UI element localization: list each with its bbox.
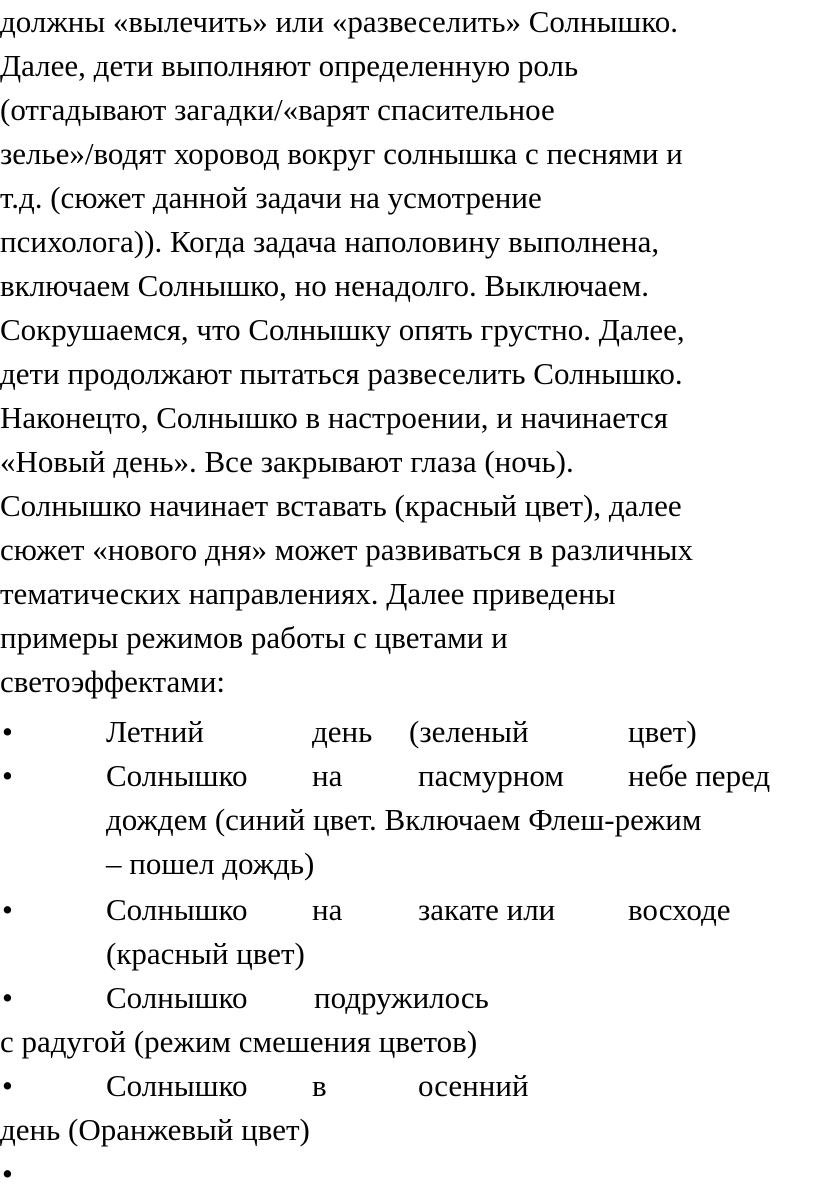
bullet-marker: •: [2, 980, 13, 1015]
paragraph-line: Наконецто, Солнышко в настроении, и начинается: [0, 400, 668, 435]
bullet-marker: •: [2, 892, 13, 927]
paragraph-line: Далее, дети выполняют определенную роль: [0, 48, 579, 83]
paragraph-line: должны «вылечить» или «развеселить» Солнышко.: [0, 4, 679, 39]
paragraph-line: зелье»/водят хоровод вокруг солнышка с песнями и: [0, 136, 683, 171]
list-item: [0, 976, 816, 1020]
bullet-marker: •: [2, 714, 13, 749]
paragraph-line: психолога)). Когда задача наполовину выполнена,: [0, 224, 660, 259]
list-item-word: Солнышко: [106, 1068, 248, 1103]
list-item-word: восходе: [628, 892, 731, 927]
paragraph-line: сюжет «нового дня» может развиваться в различных: [0, 532, 694, 567]
list-item-word: Солнышко: [106, 892, 248, 927]
list-item: [0, 754, 816, 798]
list-item-continuation: день (Оранжевый цвет): [0, 1112, 310, 1147]
bullet-marker: •: [2, 758, 13, 793]
list-item-word: на: [312, 892, 343, 927]
list-item-word: небе перед: [628, 758, 771, 793]
paragraph-line: «Новый день». Все закрывают глаза (ночь).: [0, 444, 574, 479]
paragraph-line: Солнышко начинает вставать (красный цвет), далее: [0, 488, 682, 523]
paragraph-line: светоэффектами:: [0, 664, 226, 699]
paragraph-line: тематических направлениях. Далее приведены: [0, 576, 616, 611]
list-item: [0, 1064, 816, 1108]
paragraph-line: примеры режимов работы с цветами и: [0, 620, 508, 655]
list-item-word: пасмурном: [418, 758, 564, 793]
list-item-word: закате или: [418, 892, 556, 927]
list-item: [0, 1152, 816, 1196]
paragraph-line: (отгадывают загадки/«варят спасительное: [0, 92, 555, 127]
list-item-word: Солнышко: [106, 758, 248, 793]
bullet-marker: •: [2, 1068, 13, 1103]
list-item-word: в: [312, 1068, 327, 1103]
list-item-word: (зеленый: [409, 714, 529, 749]
paragraph-line: включаем Солнышко, но ненадолго. Выключаем.: [0, 268, 649, 303]
list-item-continuation: с радугой (режим смешения цветов): [0, 1024, 478, 1059]
paragraph-line: Сокрушаемся, что Солнышку опять грустно. Далее,: [0, 312, 685, 347]
list-item: [0, 710, 816, 754]
list-item-word: осенний: [418, 1068, 529, 1103]
list-item-word: цвет): [628, 714, 697, 749]
list-item-word: подружилось: [314, 980, 489, 1015]
paragraph-line: дети продолжают пытаться развеселить Солнышко.: [0, 356, 683, 391]
list-item-continuation: дождем (синий цвет. Включаем Флеш-режим: [106, 802, 702, 837]
list-item: [0, 888, 816, 932]
list-item-word: Солнышко: [106, 980, 248, 1015]
list-item-word: день: [312, 714, 373, 749]
list-item-continuation: (красный цвет): [106, 936, 305, 971]
list-item-word: Летний: [106, 714, 204, 749]
list-item-continuation: – пошел дождь): [106, 846, 315, 881]
bullet-marker: •: [2, 1156, 13, 1191]
paragraph-line: т.д. (сюжет данной задачи на усмотрение: [0, 180, 542, 215]
list-item-word: на: [312, 758, 343, 793]
